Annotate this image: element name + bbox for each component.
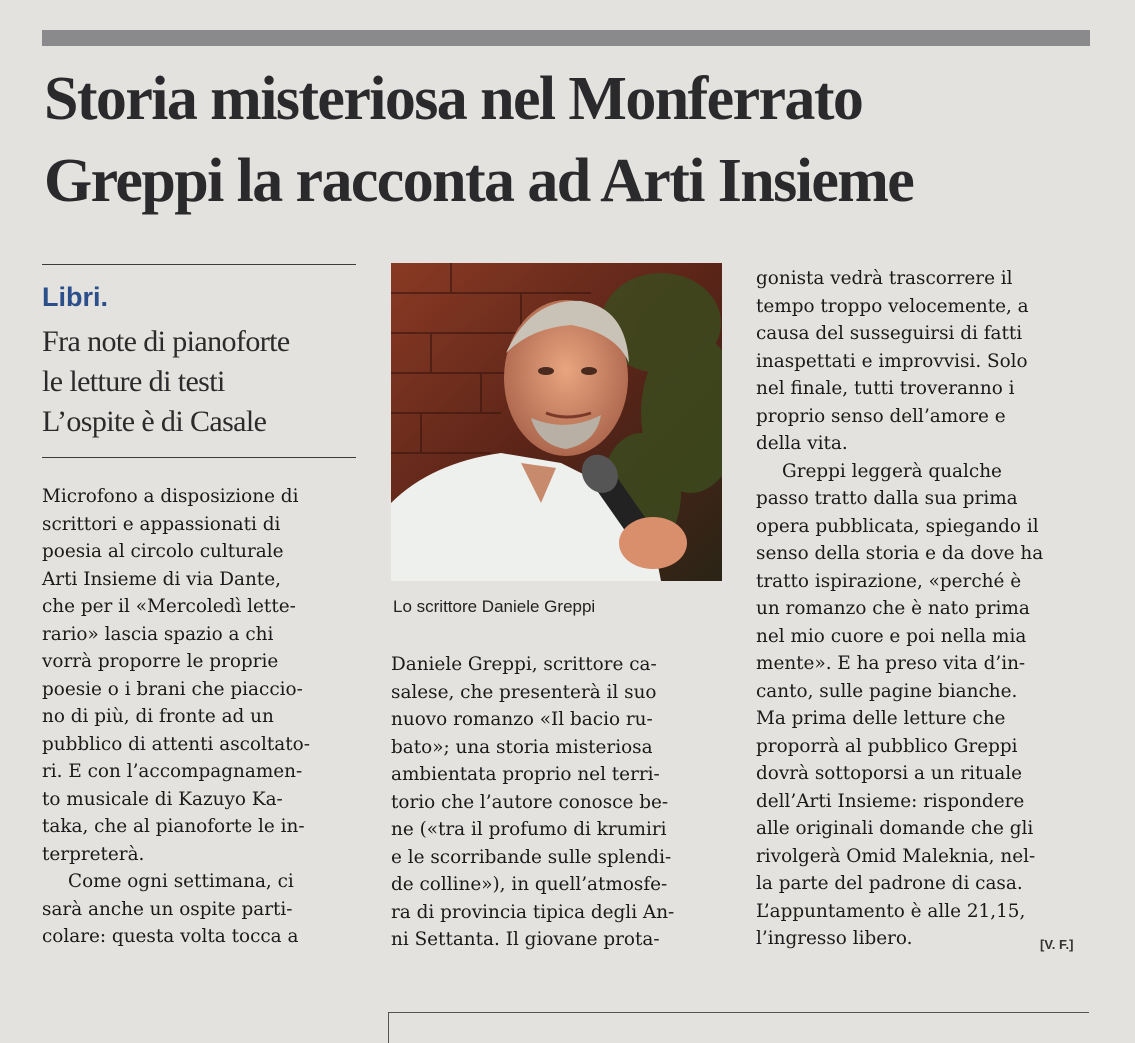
article-column-2	[391, 651, 726, 954]
author-initials: [V. F.]	[1040, 937, 1074, 952]
text-line: L’appuntamento è alle 21,15,	[756, 900, 1026, 922]
article-column-1	[42, 483, 360, 951]
text-line: salese, che presenterà il suo	[391, 681, 657, 703]
text-line: gonista vedrà trascorrere il	[756, 268, 1013, 289]
text-line: Daniele Greppi, scrittore ca-	[391, 654, 657, 675]
text-line: proprio senso dell’amore e	[756, 405, 1006, 427]
text-line: colare: questa volta tocca a	[42, 926, 299, 947]
text-line: canto, sulle pagine bianche.	[756, 680, 1018, 702]
text-line: bato»; una storia misteriosa	[391, 736, 653, 758]
text-line: tratto ispirazione, «perché è	[756, 570, 1022, 592]
author-photo	[391, 263, 722, 581]
subheading-bottom-rule	[42, 457, 356, 458]
text-line: ni Settanta. Il giovane prota-	[391, 929, 660, 950]
text-line: causa del susseguirsi di fatti	[756, 323, 1023, 344]
text-line: e le scorribande sulle splendi-	[391, 846, 672, 868]
text-line: no di più, di fronte ad un	[42, 706, 274, 727]
text-line: de colline»), in quell’atmosfe-	[391, 874, 668, 895]
photo-caption: Lo scrittore Daniele Greppi	[393, 597, 596, 616]
text-line: Ma prima delle letture che	[756, 708, 1006, 729]
text-line: inaspettati e improvvisi. Solo	[756, 350, 1028, 372]
text-line: un romanzo che è nato prima	[756, 598, 1030, 619]
text-line: che per il «Mercoledì lette-	[42, 596, 296, 617]
headline-line-1: Storia misteriosa nel Monferrato	[44, 65, 863, 133]
text-line: ambientata proprio nel terri-	[391, 764, 660, 785]
text-line: tempo troppo velocemente, a	[756, 295, 1029, 317]
text-line: torio che l’autore conosce be-	[391, 791, 669, 813]
top-rule-bar	[42, 30, 1090, 46]
text-line: dell’Arti Insieme: rispondere	[756, 790, 1025, 812]
section-kicker: Libri.	[42, 282, 108, 312]
text-line: rivolgerà Omid Maleknia, nel-	[756, 845, 1036, 867]
text-line: poesie o i brani che piacciо-	[42, 678, 303, 700]
text-line: nel finale, tutti troveranno i	[756, 378, 1015, 399]
text-line: proporrà al pubblico Greppi	[756, 735, 1018, 757]
text-line: opera pubblicata, spiegando il	[756, 515, 1039, 537]
subheading-line: le letture di testi	[42, 365, 225, 398]
text-line: senso della storia e da dove ha	[756, 543, 1044, 564]
text-line: scrittori e appassionati di	[42, 513, 281, 535]
text-line: mente». E ha preso vita d’in-	[756, 653, 1026, 674]
text-line: nel mio cuore e poi nella mia	[756, 625, 1027, 647]
text-line: dovrà sottoporsi a un rituale	[756, 763, 1022, 784]
headline-line-2: Greppi la racconta ad Arti Insieme	[44, 147, 914, 215]
next-article-border	[388, 1012, 1089, 1043]
subheading-line: L’ospite è di Casale	[42, 405, 267, 438]
text-line: nuovo romanzo «Il bacio ru-	[391, 709, 653, 730]
subheading	[42, 322, 372, 442]
text-line: l’ingresso libero.	[756, 928, 913, 949]
text-line: ri. E con l’accompagnamen-	[42, 761, 303, 782]
subheading-line: Fra note di pianoforte	[42, 325, 290, 358]
text-line: Greppi leggerà qualche	[782, 460, 1002, 482]
text-line: alle originali domande che gli	[756, 818, 1034, 839]
text-line: terpreterà.	[42, 843, 145, 865]
text-line: sarà anche un ospite parti-	[42, 898, 293, 920]
text-line: Come ogni settimana, ci	[68, 871, 294, 892]
text-line: ne («tra il profumo di krumiri	[391, 819, 667, 840]
text-line: passo tratto dalla sua prima	[756, 488, 1018, 509]
headline	[44, 58, 1104, 222]
text-line: poesia al circolo culturale	[42, 541, 284, 562]
text-line: pubblico di attenti ascoltato-	[42, 733, 310, 755]
text-line: la parte del padrone di casa.	[756, 873, 1023, 894]
author-photo-image	[391, 263, 722, 581]
text-line: ra di provincia tipica degli An-	[391, 901, 675, 923]
text-line: to musicale di Kazuyo Ka-	[42, 788, 283, 810]
text-line: Arti Insieme di via Dante,	[42, 568, 281, 590]
text-line: rario» lascia spazio a chi	[42, 623, 274, 645]
kicker-top-rule	[42, 264, 356, 265]
text-line: della vita.	[756, 433, 848, 454]
text-line: taka, che al pianoforte le in-	[42, 816, 305, 837]
article-column-3	[756, 265, 1091, 953]
text-line: Microfono a disposizione di	[42, 486, 299, 507]
text-line: vorrà proporre le proprie	[42, 651, 279, 672]
